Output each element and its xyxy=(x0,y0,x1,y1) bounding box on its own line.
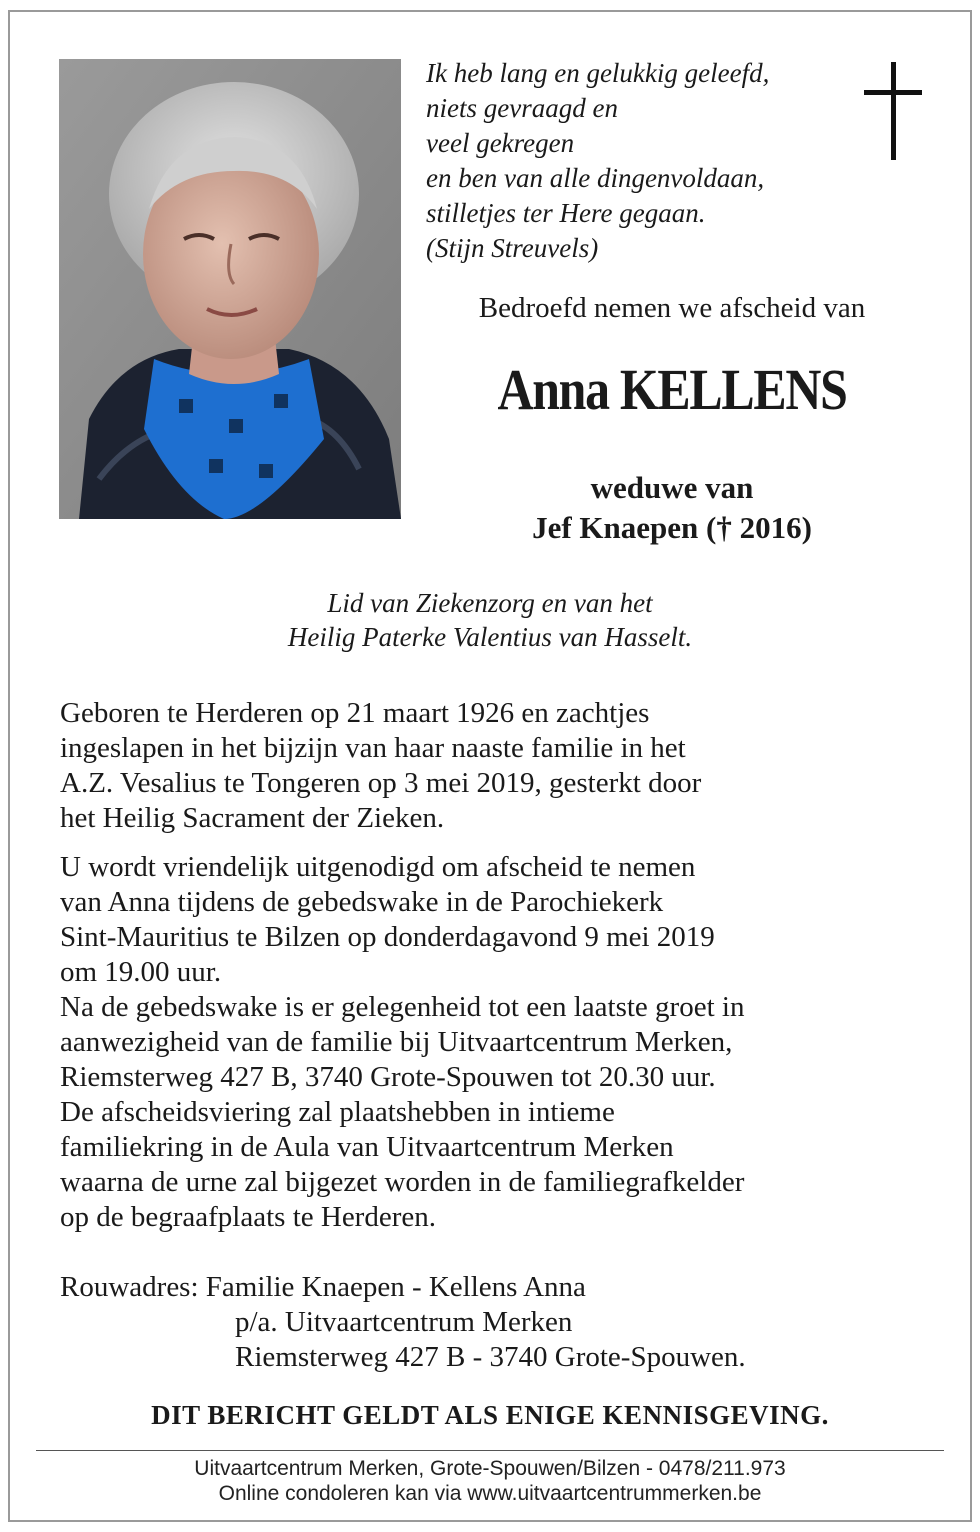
poem-author: (Stijn Streuvels) xyxy=(426,233,599,263)
ceremony-paragraph xyxy=(60,850,940,1235)
spouse-name: Jef Knaepen († 2016) xyxy=(532,510,812,545)
footer-divider xyxy=(36,1450,944,1451)
address-line: p/a. Uitvaartcentrum Merken xyxy=(235,1306,573,1338)
announcement-body xyxy=(60,696,940,1235)
address-line: Familie Knaepen - Kellens Anna xyxy=(205,1271,586,1303)
address-line: Riemsterweg 427 B - 3740 Grote-Spouwen. xyxy=(235,1341,746,1373)
body-line: het Heilig Sacrament der Zieken. xyxy=(60,802,445,834)
address-first-row xyxy=(60,1270,940,1305)
membership xyxy=(160,586,820,654)
sole-notice: DIT BERICHT GELDT ALS ENIGE KENNISGEVING. xyxy=(151,1400,829,1430)
body-line: ingeslapen in het bijzijn van haar naaste familie in het xyxy=(60,732,686,764)
poem-line: Ik heb lang en gelukkig geleefd, xyxy=(426,58,770,88)
body-line: Riemsterweg 427 B, 3740 Grote-Spouwen tot 20.30 uur. xyxy=(60,1061,716,1093)
mourning-address xyxy=(60,1270,940,1375)
body-line: op de begraafplaats te Herderen. xyxy=(60,1201,436,1233)
widow-label: weduwe van xyxy=(590,470,754,505)
poem-line: niets gevraagd en xyxy=(426,93,618,123)
body-line: De afscheidsviering zal plaatshebben in intieme xyxy=(60,1096,615,1128)
body-line: aanwezigheid van de familie bij Uitvaartcentrum Merken, xyxy=(60,1026,733,1058)
portrait-photo xyxy=(59,59,401,519)
membership-line: Lid van Ziekenzorg en van het xyxy=(327,588,653,618)
footer xyxy=(40,1456,940,1506)
deceased-name: Anna KELLENS xyxy=(497,357,847,422)
body-line: Sint-Mauritius te Bilzen op donderdagavond 9 mei 2019 xyxy=(60,921,715,953)
poem-line: veel gekregen xyxy=(426,128,575,158)
body-line: Geboren te Herderen op 21 maart 1926 en zachtjes xyxy=(60,697,650,729)
birth-death-paragraph xyxy=(60,696,940,836)
membership-line: Heilig Paterke Valentius van Hasselt. xyxy=(287,622,693,652)
poem-line: en ben van alle dingenvoldaan, xyxy=(426,163,765,193)
poem-line: stilletjes ter Here gegaan. xyxy=(426,198,706,228)
portrait-illustration xyxy=(59,59,401,519)
body-line: A.Z. Vesalius te Tongeren op 3 mei 2019, gesterkt door xyxy=(60,767,702,799)
online-condolence: Online condoleren kan via www.uitvaartcentrummerken.be xyxy=(218,1482,762,1505)
body-line: familiekring in de Aula van Uitvaartcentrum Merken xyxy=(60,1131,674,1163)
funeral-home-contact: Uitvaartcentrum Merken, Grote-Spouwen/Bilzen - 0478/211.973 xyxy=(194,1457,786,1480)
body-line: waarna de urne zal bijgezet worden in de familiegrafkelder xyxy=(60,1166,745,1198)
widow-of xyxy=(412,468,932,548)
body-line: van Anna tijdens de gebedswake in de Parochiekerk xyxy=(60,886,664,918)
poem xyxy=(426,56,846,266)
address-label: Rouwadres: xyxy=(60,1271,199,1303)
body-line: om 19.00 uur. xyxy=(60,956,222,988)
farewell-intro: Bedroefd nemen we afscheid van xyxy=(478,292,866,324)
body-line: U wordt vriendelijk uitgenodigd om afscheid te nemen xyxy=(60,851,696,883)
body-line: Na de gebedswake is er gelegenheid tot een laatste groet in xyxy=(60,991,745,1023)
cross-icon xyxy=(864,62,924,160)
